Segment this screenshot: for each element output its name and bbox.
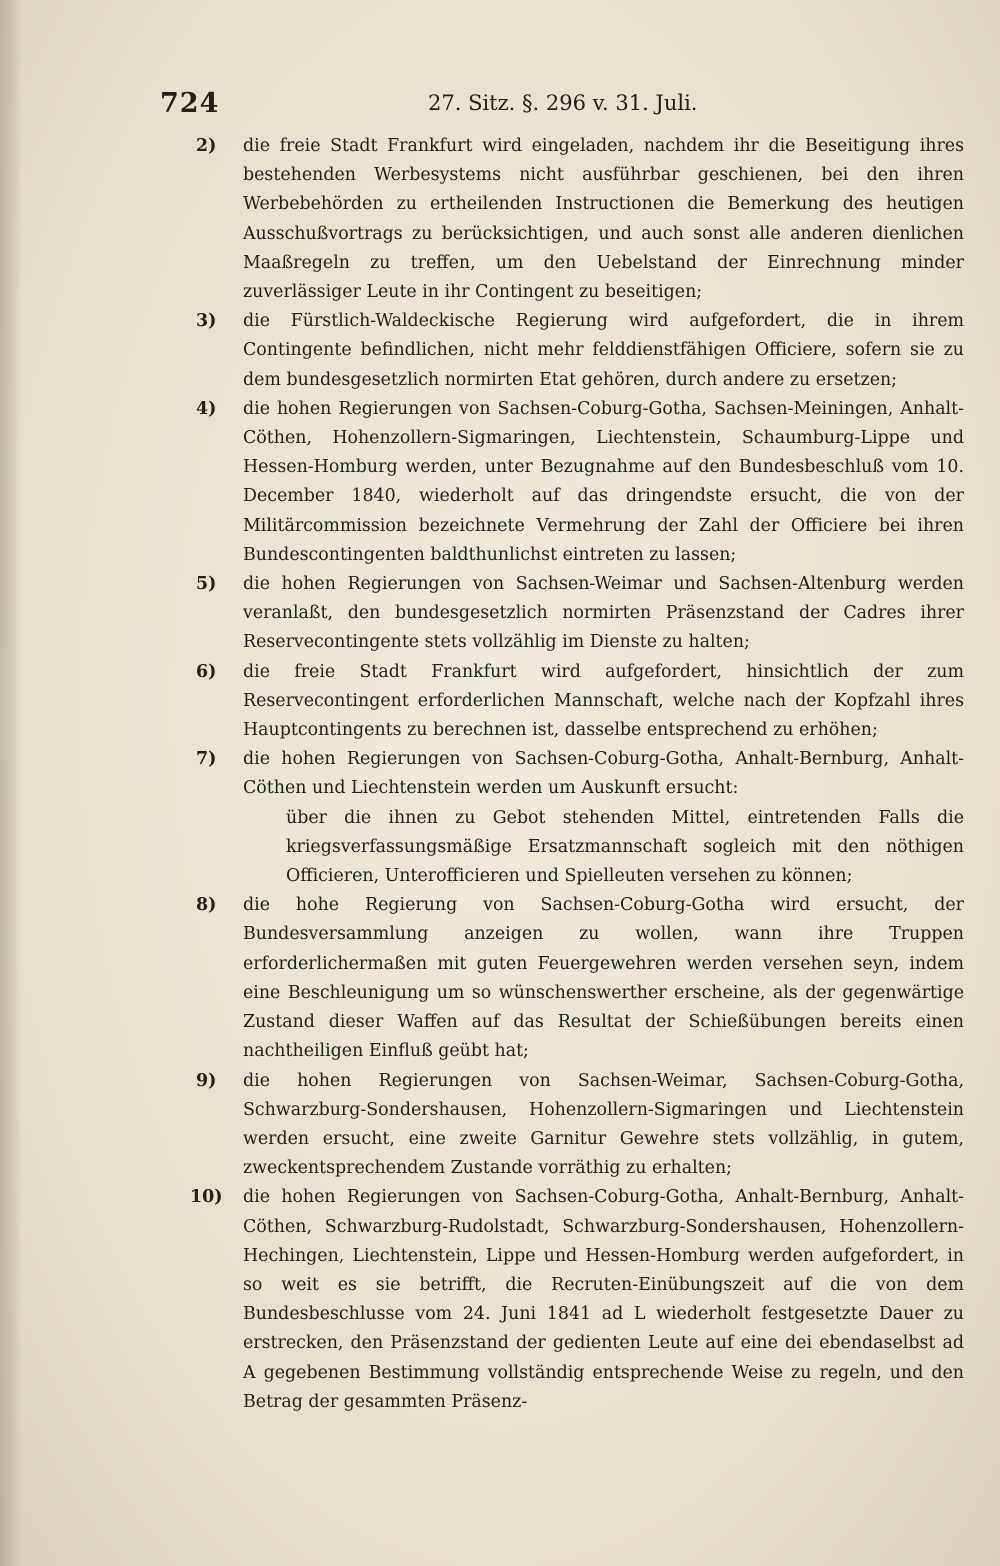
item-text: die hohen Regierungen von Sachsen-Coburg-Gotha, Sachsen-Meiningen, Anhalt-Cöthen, Hohenzollern-Sigmaringen, Liechtenstein, Schaumburg-Lippe und Hessen-Homburg werden, unter Bezugnahme auf den Bundesbeschluß vom 10. December 1840, wiederholt auf das dringendste ersucht, die von der Militärcommission bezeichnete Vermehrung der Zahl der Officiere bei ihren Bundescontingenten baldthunlichst eintreten zu lassen; <box>243 398 964 565</box>
list-item <box>0 395 1000 570</box>
item-text: die freie Stadt Frankfurt wird aufgefordert, hinsichtlich der zum Reservecontingent erforderlichen Mannschaft, welche nach der Kopfzahl ihres Hauptcontingents zu berechnen ist, dasselbe entsprechend zu erhöhen; <box>243 661 964 741</box>
item-number: 3) <box>196 311 217 332</box>
item-text: die hohe Regierung von Sachsen-Coburg-Gotha wird ersucht, der Bundesversammlung anzeigen zu wollen, wann ihre Truppen erforderlichermaßen mit guten Feuergewehren werden versehen seyn, indem eine Beschleunigung um so wünschenswerther erscheine, als der gegenwärtige Zustand dieser Waffen auf das Resultat der Schießübungen bereits einen nachtheiligen Einfluß geübt hat; <box>243 895 964 1062</box>
item-number: 5) <box>196 574 217 595</box>
item-text: die freie Stadt Frankfurt wird eingeladen, nachdem ihr die Beseitigung ihres bestehenden Werbesystems nicht ausführbar geschienen, bei den ihren Werbebehörden zu ertheilenden Instructionen die Bemerkung des heutigen Ausschußvortrags zu berücksichtigen, und auch sonst alle anderen dienlichen Maaßregeln zu treffen, um den Uebelstand der Einrechnung minder zuverlässiger Leute in ihr Contingent zu beseitigen; <box>243 136 964 303</box>
running-head: 27. Sitz. §. 296 v. 31. Juli. <box>428 91 698 115</box>
page-number: 724 <box>160 88 220 119</box>
item-number: 8) <box>196 895 217 916</box>
list-item <box>0 1067 1000 1184</box>
list-item <box>0 1183 1000 1417</box>
list-item <box>0 132 1000 307</box>
list-item <box>0 307 1000 395</box>
list-item <box>0 891 1000 1066</box>
item-text: die hohen Regierungen von Sachsen-Coburg-Gotha, Anhalt-Bernburg, Anhalt-Cöthen, Schwarzburg-Rudolstadt, Schwarzburg-Sondershausen, Hohenzollern-Hechingen, Liechtenstein, Lippe und Hessen-Homburg werden aufgefordert, in so weit es sie betrifft, die Recruten-Einübungszeit auf die von dem Bundesbeschlusse vom 24. Juni 1841 ad L wiederholt festgesetzte Dauer zu erstrecken, den Präsenzstand der gedienten Leute auf eine dei ebendaselbst ad A gegebenen Bestimmung vollständig entsprechende Weise zu regeln, und den Betrag der gesammten Präsenz- <box>243 1187 964 1412</box>
item-number: 2) <box>196 136 217 156</box>
item-number: 6) <box>196 661 217 682</box>
item-subtext: über die ihnen zu Gebot stehenden Mittel, eintretenden Falls die kriegsverfassungsmäßige Ersatzmannschaft sogleich mit den nöthigen Officieren, Unterofficieren und Spielleuten versehen zu können; <box>286 807 964 887</box>
item-number: 4) <box>196 398 217 419</box>
list-item <box>0 658 1000 746</box>
item-number: 9) <box>196 1070 217 1091</box>
resolution-list <box>0 132 1000 1417</box>
item-number: 7) <box>196 749 217 770</box>
page-header <box>160 88 720 124</box>
item-text: die Fürstlich-Waldeckische Regierung wird aufgefordert, die in ihrem Contingente befindlichen, nicht mehr felddienstfähigen Officiere, sofern sie zu dem bundesgesetzlich normirten Etat gehören, durch andere zu ersetzen; <box>243 311 964 390</box>
item-number: 10) <box>190 1187 223 1208</box>
item-text: die hohen Regierungen von Sachsen-Coburg-Gotha, Anhalt-Bernburg, Anhalt-Cöthen und Liechtenstein werden um Auskunft ersucht: <box>243 749 964 799</box>
list-item <box>0 745 1000 891</box>
list-item <box>0 570 1000 658</box>
item-text: die hohen Regierungen von Sachsen-Weimar und Sachsen-Altenburg werden veranlaßt, den bundesgesetzlich normirten Präsenzstand der Cadres ihrer Reservecontingente stets vollzählig im Dienste zu halten; <box>243 574 964 653</box>
item-text: die hohen Regierungen von Sachsen-Weimar, Sachsen-Coburg-Gotha, Schwarzburg-Sondershausen, Hohenzollern-Sigmaringen und Liechtenstein werden ersucht, eine zweite Garnitur Gewehre stets vollzählig, in gutem, zweckentsprechendem Zustande vorräthig zu erhalten; <box>243 1070 964 1179</box>
